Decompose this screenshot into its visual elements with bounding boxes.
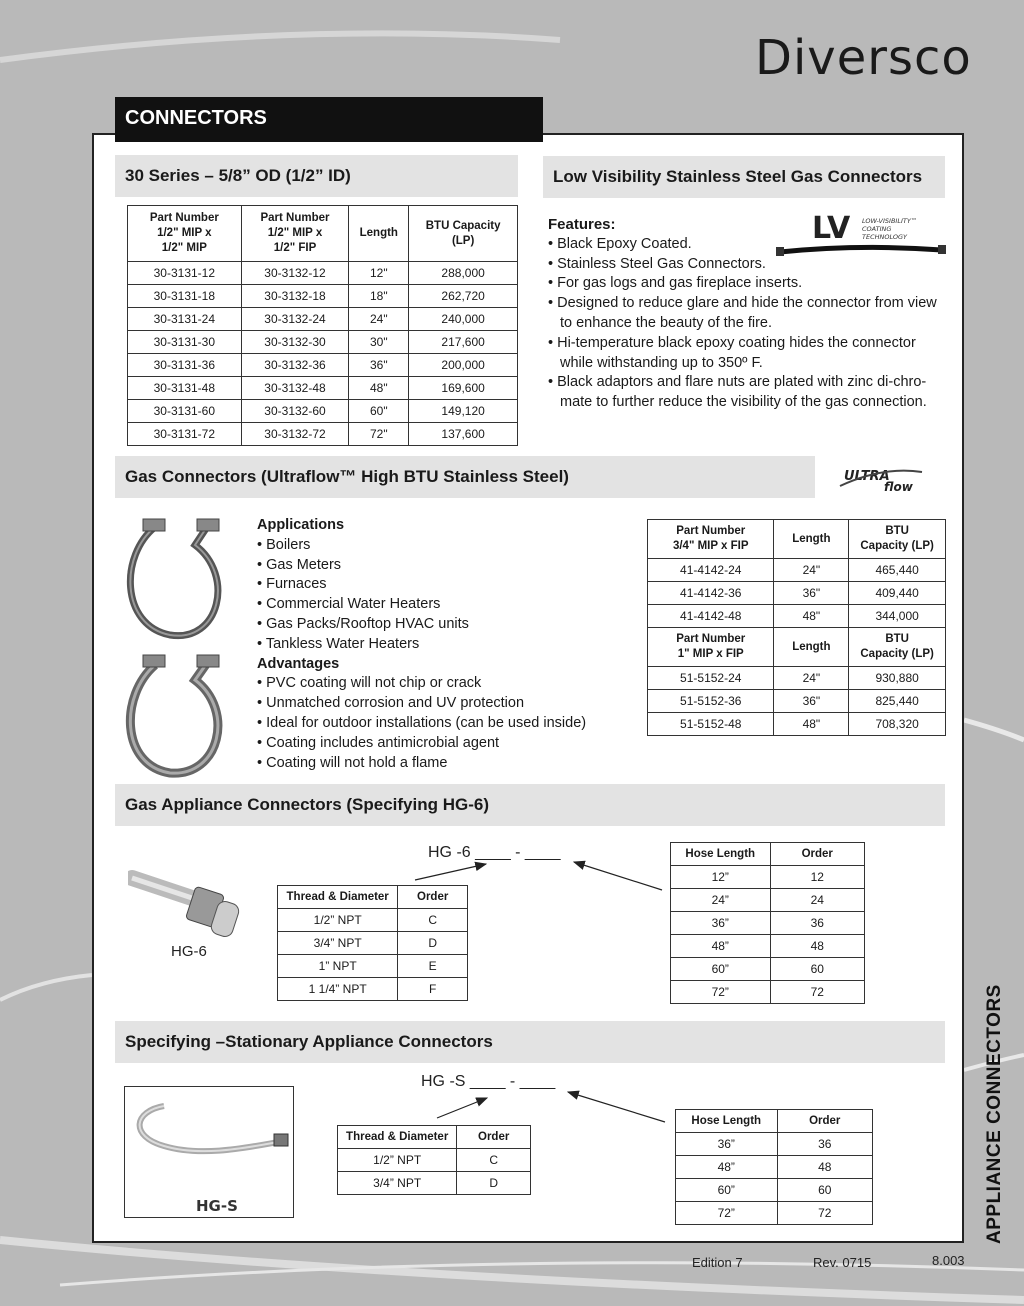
hgs-hose-cell: 48 bbox=[777, 1156, 873, 1179]
ultraflow-a-cell: 41-4142-24 bbox=[648, 559, 774, 582]
series30-cell: 30-3132-72 bbox=[241, 423, 349, 446]
hgs-thread-header-cell: Order bbox=[457, 1126, 531, 1149]
hg6-hose-row bbox=[671, 889, 865, 912]
series30-cell: 149,120 bbox=[409, 400, 518, 423]
hg6-hose-cell: 48” bbox=[671, 935, 771, 958]
ultraflow-b-cell: 708,320 bbox=[849, 713, 946, 736]
advantage-item: • PVC coating will not chip or crack bbox=[257, 675, 482, 692]
ultraflow-a-row bbox=[648, 605, 946, 628]
series30-header-cell: Part Number 1/2" MIP x 1/2" FIP bbox=[241, 206, 349, 262]
series30-row bbox=[128, 285, 518, 308]
ultraflow-b-cell: 36" bbox=[774, 690, 849, 713]
hgs-connector-image bbox=[124, 1086, 294, 1218]
application-item: • Furnaces bbox=[257, 576, 327, 593]
application-item: • Gas Meters bbox=[257, 556, 342, 573]
ultraflow-a-cell: 465,440 bbox=[849, 559, 946, 582]
feature-item: • Hi-temperature black epoxy coating hides the connector while withstanding up to 350º F. bbox=[548, 334, 916, 371]
ultraflow-b-cell: 24" bbox=[774, 667, 849, 690]
application-item: • Commercial Water Heaters bbox=[257, 596, 441, 613]
series30-cell: 30-3131-24 bbox=[128, 308, 242, 331]
hg6-thread-row bbox=[278, 909, 468, 932]
series30-cell: 288,000 bbox=[409, 262, 518, 285]
feature-item: • Black Epoxy Coated. bbox=[548, 235, 692, 252]
hgs-thread-cell: D bbox=[457, 1172, 531, 1195]
series30-cell: 30-3131-36 bbox=[128, 354, 242, 377]
hg6-hose-header-cell: Order bbox=[770, 843, 865, 866]
ultraflow-logo-a: ULTRA bbox=[844, 469, 890, 484]
footer-rev: Rev. 0715 bbox=[813, 1255, 872, 1270]
hgs-hose-cell: 36” bbox=[676, 1133, 778, 1156]
lowvis-heading: Low Visibility Stainless Steel Gas Connectors bbox=[543, 156, 945, 198]
ultraflow-b-header-cell: Part Number 1" MIP x FIP bbox=[648, 628, 774, 667]
ultraflow-b-row bbox=[648, 690, 946, 713]
hg6-thread-cell: 1” NPT bbox=[278, 955, 398, 978]
hg6-thread-cell: C bbox=[398, 909, 468, 932]
hg6-hose-cell: 48 bbox=[770, 935, 865, 958]
features-label: Features: bbox=[548, 216, 616, 233]
lv-logo-tagline-2: COATING bbox=[862, 225, 892, 233]
series30-row bbox=[128, 262, 518, 285]
ultraflow-a-cell: 36" bbox=[774, 582, 849, 605]
series30-cell: 30-3132-36 bbox=[241, 354, 349, 377]
hg6-heading: Gas Appliance Connectors (Specifying HG-6) bbox=[115, 784, 945, 826]
hg6-fitting-image bbox=[128, 868, 244, 948]
ultraflow-a-header-cell: Part Number 3/4" MIP x FIP bbox=[648, 520, 774, 559]
feature-item: • Designed to reduce glare and hide the connector from view to enhance the beauty of the fire. bbox=[548, 295, 937, 331]
series30-cell: 30-3131-48 bbox=[128, 377, 242, 400]
series30-cell: 262,720 bbox=[409, 285, 518, 308]
hgs-hose-table bbox=[675, 1109, 873, 1225]
advantage-item: • Coating will not hold a flame bbox=[257, 754, 448, 771]
hg6-thread-table bbox=[277, 885, 468, 1001]
ultraflow-a-header-cell: BTU Capacity (LP) bbox=[849, 520, 946, 559]
series30-cell: 30-3131-60 bbox=[128, 400, 242, 423]
footer-edition: Edition 7 bbox=[692, 1255, 743, 1270]
ultraflow-a-cell: 41-4142-36 bbox=[648, 582, 774, 605]
ultraflow-a-cell: 344,000 bbox=[849, 605, 946, 628]
hgs-hose-cell: 36 bbox=[777, 1133, 873, 1156]
hg6-thread-row bbox=[278, 932, 468, 955]
hgs-thread-header-cell: Thread & Diameter bbox=[338, 1126, 457, 1149]
hgs-hose-header-row bbox=[676, 1110, 873, 1133]
series30-cell: 240,000 bbox=[409, 308, 518, 331]
hgs-thread-header-row bbox=[338, 1126, 531, 1149]
series30-cell: 72" bbox=[349, 423, 409, 446]
page-title: CONNECTORS bbox=[115, 97, 543, 142]
series30-table bbox=[127, 205, 518, 446]
lv-logo-tagline-3: TECHNOLOGY bbox=[862, 233, 908, 241]
series30-row bbox=[128, 400, 518, 423]
hgs-hose-row bbox=[676, 1179, 873, 1202]
hgs-thread-cell: C bbox=[457, 1149, 531, 1172]
side-label: APPLIANCE CONNECTORS bbox=[984, 984, 1005, 1244]
hgs-hose-cell: 60” bbox=[676, 1179, 778, 1202]
advantages-label: Advantages bbox=[257, 655, 340, 672]
hgs-heading: Specifying –Stationary Appliance Connectors bbox=[115, 1021, 945, 1063]
hg6-thread-cell: 1 1/4” NPT bbox=[278, 978, 398, 1001]
brand-logo: Diversco bbox=[755, 30, 972, 86]
hg6-thread-cell: F bbox=[398, 978, 468, 1001]
series30-header-row bbox=[128, 206, 518, 262]
ultraflow-b-header-cell: BTU Capacity (LP) bbox=[849, 628, 946, 667]
hg6-hose-row bbox=[671, 866, 865, 889]
applications-label: Applications bbox=[257, 517, 345, 533]
series30-cell: 30-3132-18 bbox=[241, 285, 349, 308]
series30-cell: 30-3132-30 bbox=[241, 331, 349, 354]
ultraflow-b-cell: 51-5152-36 bbox=[648, 690, 774, 713]
ultraflow-b-cell: 51-5152-24 bbox=[648, 667, 774, 690]
series30-cell: 30" bbox=[349, 331, 409, 354]
series30-cell: 30-3132-12 bbox=[241, 262, 349, 285]
series30-cell: 200,000 bbox=[409, 354, 518, 377]
ultraflow-b-cell: 825,440 bbox=[849, 690, 946, 713]
hgs-thread-table bbox=[337, 1125, 531, 1195]
series30-header-cell: Part Number 1/2" MIP x 1/2" MIP bbox=[128, 206, 242, 262]
advantage-item: • Unmatched corrosion and UV protection bbox=[257, 695, 525, 712]
hgs-hose-cell: 60 bbox=[777, 1179, 873, 1202]
ultraflow-logo-b: flow bbox=[884, 480, 913, 494]
hg6-hose-cell: 24” bbox=[671, 889, 771, 912]
ultraflow-table bbox=[647, 519, 946, 736]
application-item: • Boilers bbox=[257, 536, 311, 553]
ultraflow-a-header-cell: Length bbox=[774, 520, 849, 559]
ultraflow-a-row bbox=[648, 582, 946, 605]
feature-item: • For gas logs and gas fireplace inserts. bbox=[548, 275, 803, 292]
ultraflow-lists bbox=[257, 516, 627, 773]
ultraflow-a-cell: 48" bbox=[774, 605, 849, 628]
hg6-thread-cell: 3/4” NPT bbox=[278, 932, 398, 955]
hg6-hose-header-row bbox=[671, 843, 865, 866]
series30-header-cell: BTU Capacity (LP) bbox=[409, 206, 518, 262]
ultraflow-hose-images bbox=[125, 515, 245, 780]
hg6-hose-row bbox=[671, 912, 865, 935]
series30-row bbox=[128, 377, 518, 400]
hgs-hose-cell: 72 bbox=[777, 1202, 873, 1225]
hgs-thread-cell: 3/4” NPT bbox=[338, 1172, 457, 1195]
hg6-hose-cell: 60 bbox=[770, 958, 865, 981]
hg6-thread-row bbox=[278, 955, 468, 978]
series30-row bbox=[128, 308, 518, 331]
feature-item: • Stainless Steel Gas Connectors. bbox=[548, 255, 766, 272]
hg6-thread-header-cell: Order bbox=[398, 886, 468, 909]
advantage-item: • Coating includes antimicrobial agent bbox=[257, 734, 500, 751]
series30-cell: 60" bbox=[349, 400, 409, 423]
hg6-thread-header-row bbox=[278, 886, 468, 909]
series30-row bbox=[128, 423, 518, 446]
series30-cell: 12" bbox=[349, 262, 409, 285]
hgs-thread-cell: 1/2” NPT bbox=[338, 1149, 457, 1172]
series30-header-cell: Length bbox=[349, 206, 409, 262]
hg6-thread-cell: 1/2” NPT bbox=[278, 909, 398, 932]
application-item: • Gas Packs/Rooftop HVAC units bbox=[257, 615, 469, 632]
series30-cell: 30-3132-48 bbox=[241, 377, 349, 400]
hg6-thread-header-cell: Thread & Diameter bbox=[278, 886, 398, 909]
ultraflow-a-cell: 409,440 bbox=[849, 582, 946, 605]
series30-row bbox=[128, 354, 518, 377]
series30-cell: 30-3131-18 bbox=[128, 285, 242, 308]
lv-logo-text: LV bbox=[812, 211, 851, 246]
ultraflow-b-cell: 930,880 bbox=[849, 667, 946, 690]
series30-row bbox=[128, 331, 518, 354]
series30-cell: 36" bbox=[349, 354, 409, 377]
hg6-hose-header-cell: Hose Length bbox=[671, 843, 771, 866]
series30-cell: 30-3131-30 bbox=[128, 331, 242, 354]
hg6-hose-cell: 72 bbox=[770, 981, 865, 1004]
footer-page-number: 8.003 bbox=[932, 1253, 965, 1268]
hg6-hose-row bbox=[671, 981, 865, 1004]
hg6-code: HG -6 ____ - ____ bbox=[428, 844, 561, 861]
hg6-hose-cell: 36” bbox=[671, 912, 771, 935]
series30-cell: 137,600 bbox=[409, 423, 518, 446]
hg6-hose-cell: 12” bbox=[671, 866, 771, 889]
ultraflow-b-header-cell: Length bbox=[774, 628, 849, 667]
lv-coating-logo bbox=[776, 210, 946, 272]
hg6-thread-row bbox=[278, 978, 468, 1001]
hgs-thread-row bbox=[338, 1172, 531, 1195]
hg6-hose-table bbox=[670, 842, 865, 1004]
series30-cell: 18" bbox=[349, 285, 409, 308]
hg6-hose-cell: 36 bbox=[770, 912, 865, 935]
hgs-hose-header-cell: Hose Length bbox=[676, 1110, 778, 1133]
ultraflow-b-row bbox=[648, 713, 946, 736]
hg6-hose-cell: 60” bbox=[671, 958, 771, 981]
series30-heading: 30 Series – 5/8” OD (1/2” ID) bbox=[115, 155, 518, 197]
hgs-hose-cell: 72” bbox=[676, 1202, 778, 1225]
hg6-hose-cell: 12 bbox=[770, 866, 865, 889]
application-item: • Tankless Water Heaters bbox=[257, 635, 420, 652]
ultraflow-b-header-row bbox=[648, 628, 946, 667]
hg6-thread-cell: E bbox=[398, 955, 468, 978]
hgs-image-label: HG-S bbox=[196, 1197, 238, 1215]
ultraflow-b-cell: 48" bbox=[774, 713, 849, 736]
ultraflow-logo bbox=[838, 462, 928, 496]
advantage-item: • Ideal for outdoor installations (can be used inside) bbox=[257, 714, 587, 731]
hgs-code: HG -S ____ - ____ bbox=[421, 1073, 556, 1090]
ultraflow-b-row bbox=[648, 667, 946, 690]
hg6-hose-row bbox=[671, 958, 865, 981]
series30-cell: 48" bbox=[349, 377, 409, 400]
series30-cell: 30-3132-24 bbox=[241, 308, 349, 331]
hg6-hose-cell: 24 bbox=[770, 889, 865, 912]
hg6-hose-cell: 72” bbox=[671, 981, 771, 1004]
ultraflow-b-cell: 51-5152-48 bbox=[648, 713, 774, 736]
hgs-hose-cell: 48” bbox=[676, 1156, 778, 1179]
series30-cell: 169,600 bbox=[409, 377, 518, 400]
feature-item: • Black adaptors and flare nuts are plated with zinc di-chro-mate to further reduce the visibility of the gas connection. bbox=[548, 374, 927, 411]
series30-cell: 24" bbox=[349, 308, 409, 331]
lv-logo-tagline-1: LOW-VISIBILITY™ bbox=[862, 217, 918, 225]
series30-cell: 30-3131-12 bbox=[128, 262, 242, 285]
ultraflow-a-cell: 24" bbox=[774, 559, 849, 582]
hgs-hose-row bbox=[676, 1156, 873, 1179]
ultraflow-a-row bbox=[648, 559, 946, 582]
hgs-thread-row bbox=[338, 1149, 531, 1172]
ultraflow-a-header-row bbox=[648, 520, 946, 559]
hgs-hose-header-cell: Order bbox=[777, 1110, 873, 1133]
hgs-hose-row bbox=[676, 1202, 873, 1225]
ultraflow-a-cell: 41-4142-48 bbox=[648, 605, 774, 628]
series30-cell: 217,600 bbox=[409, 331, 518, 354]
hg6-thread-cell: D bbox=[398, 932, 468, 955]
hgs-hose-row bbox=[676, 1133, 873, 1156]
hg6-image-label: HG-6 bbox=[171, 943, 207, 960]
series30-cell: 30-3132-60 bbox=[241, 400, 349, 423]
hg6-hose-row bbox=[671, 935, 865, 958]
series30-cell: 30-3131-72 bbox=[128, 423, 242, 446]
ultraflow-heading: Gas Connectors (Ultraflow™ High BTU Stainless Steel) bbox=[115, 456, 815, 498]
